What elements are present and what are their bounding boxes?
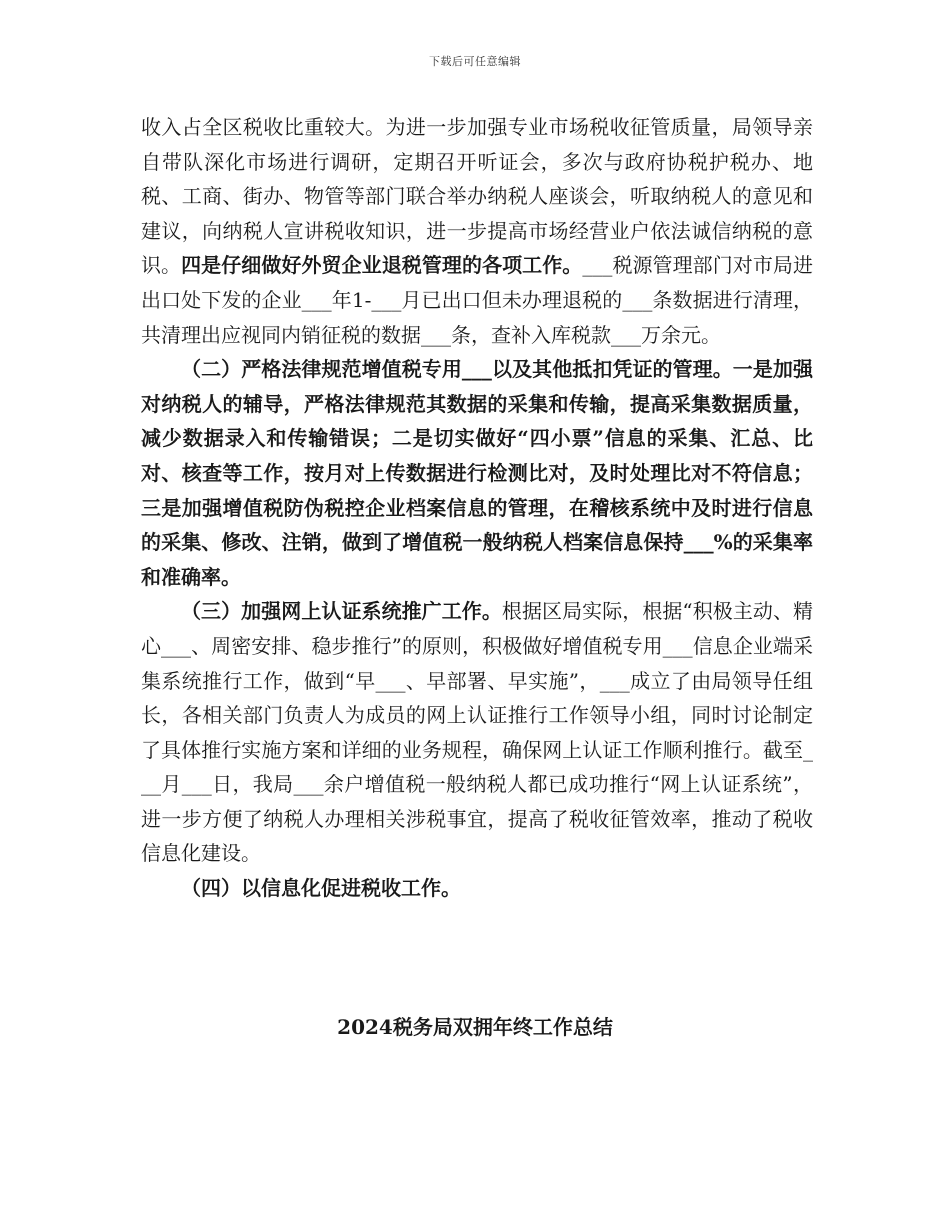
paragraph-4-heading: （四）以信息化促进税收工作。 [181,876,461,901]
paragraph-1-bold-heading: 四是仔细做好外贸企业退税管理的各项工作。 [181,253,583,278]
paragraph-1-text: 收入占全区税收比重较大。为进一步加强专业市场税收征管质量，局领导亲自带队深化市场进行调研，定期召开听证会，多次与政府协税护税办、地税、工商、街办、物管等部门联合举办纳税人座谈会，听取纳税人的意见和建议，向纳税人宣讲税收知识，进一步提高市场经营业户依法诚信纳税的意识。 [141,115,813,278]
paragraph-2-text: （二）严格法律规范增值税专用___以及其他抵扣凭证的管理。一是加强对纳税人的辅导，严格法律规范其数据的采集和传输，提高采集数据质量，减少数据录入和传输错误；二是切实做好“四小票”信息的采集、汇总、比对、核查等工作，按月对上传数据进行检测比对，及时处理比对不符信息；三是加强增值税防伪税控企业档案信息的管理，在稽核系统中及时进行信息的采集、修改、注销，做到了增值税一般纳税人档案信息保持___%的采集率和准确率。 [141,357,813,589]
paragraph-2 [141,352,813,594]
page-header: 下载后可任意编辑 [429,55,521,68]
paragraph-3-heading: （三）加强网上认证系统推广工作。 [181,599,502,624]
paragraph-4 [141,871,813,906]
document-title: 2024税务局双拥年终工作总结 [337,1015,613,1039]
paragraph-1-text-cont: ___税源管理部门对市局进出口处下发的企业___年1-___月已出口但未办理退税的___条数据进行清理，共清理出应视同内销征税的数据___条，查补入库税款___万余元。 [141,253,813,347]
document-body [141,110,813,906]
paragraph-3-text: 根据区局实际，根据“积极主动、精心___、周密安排、稳步推行”的原则，积极做好增值税专用___信息企业端采集系统推行工作，做到“早___、早部署、早实施”，___成立了由局领导任组长，各相关部门负责人为成员的网上认证推行工作领导小组，同时讨论制定了具体推行实施方案和详细的业务规程，确保网上认证工作顺利推行。截至___月___日，我局___余户增值税一般纳税人都已成功推行“网上认证系统”，进一步方便了纳税人办理相关涉税事宜，提高了税收征管效率，推动了税收信息化建设。 [141,599,814,866]
paragraph-1 [141,110,813,352]
paragraph-3 [141,594,813,871]
